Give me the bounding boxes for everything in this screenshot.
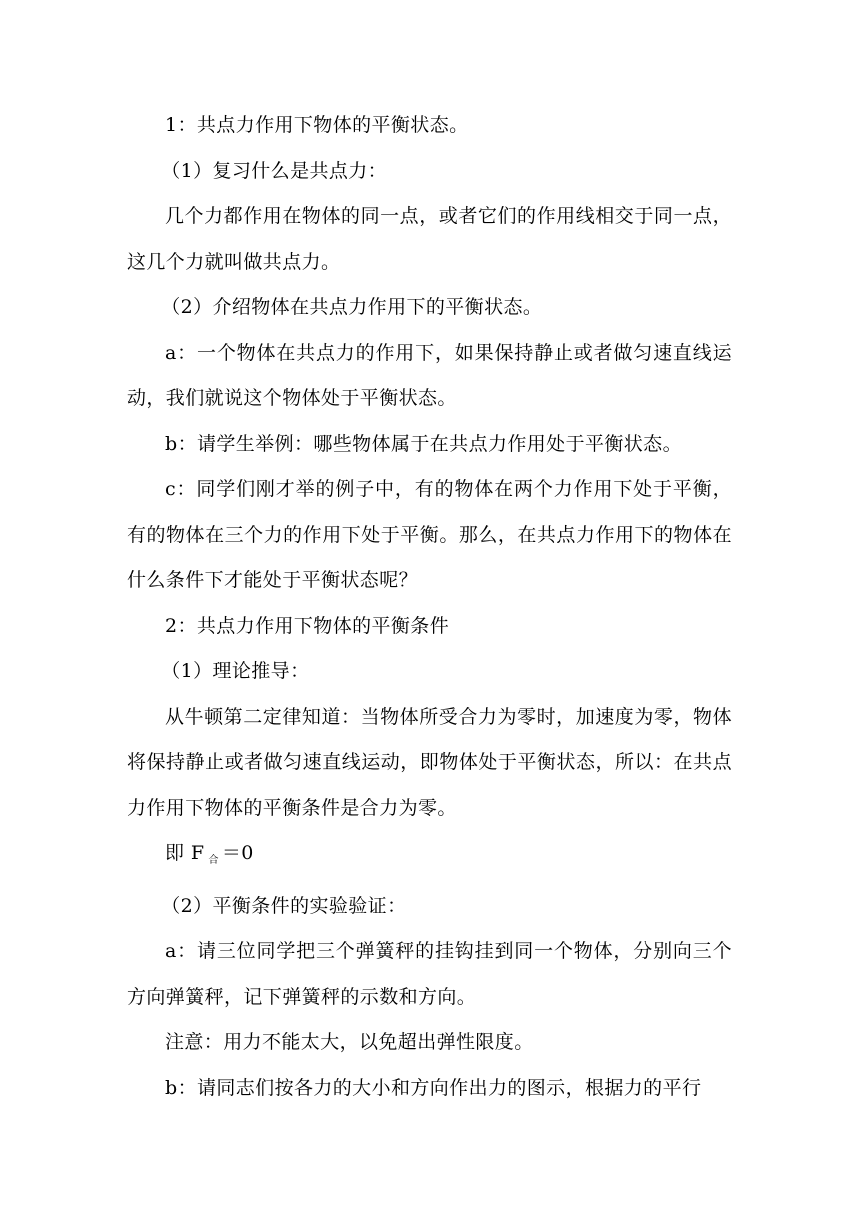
- paragraph-experiment-a: a：请三位同学把三个弹簧秤的挂钩挂到同一个物体，分别向三个方向弹簧秤，记下弹簧秤的示数和方向。: [127, 940, 732, 1008]
- formula-net-force: [127, 831, 732, 884]
- subsection-heading-experiment: （2）平衡条件的实验验证：: [161, 894, 407, 917]
- formula-suffix: ＝0: [221, 842, 254, 864]
- formula-prefix: 即 F: [165, 842, 205, 864]
- subsection-heading-equilibrium: （2）介绍物体在共点力作用下的平衡状态。: [161, 296, 543, 318]
- section-heading-1: 1：共点力作用下物体的平衡状态。: [165, 114, 469, 136]
- paragraph-note: 注意：用力不能太大，以免超出弹性限度。: [165, 1031, 534, 1053]
- subsection-heading-theory: （1）理论推导：: [161, 660, 310, 682]
- section-heading-2: 2：共点力作用下物体的平衡条件: [165, 614, 450, 637]
- paragraph-definition: 几个力都作用在物体的同一点，或者它们的作用线相交于同一点，这几个力就叫做共点力。: [127, 205, 732, 273]
- paragraph-item-a: a：一个物体在共点力的作用下，如果保持静止或者做匀速直线运动，我们就说这个物体处于平衡状态。: [127, 341, 732, 409]
- paragraph-newton: 从牛顿第二定律知道：当物体所受合力为零时，加速度为零，物体将保持静止或者做匀速直线运动，即物体处于平衡状态，所以：在共点力作用下物体的平衡条件是合力为零。: [127, 705, 732, 819]
- formula-subscript: 合: [208, 855, 219, 866]
- subsection-heading-review: （1）复习什么是共点力：: [161, 159, 388, 182]
- paragraph-experiment-b: b：请同志们按各力的大小和方向作出力的图示，根据力的平行: [165, 1076, 702, 1099]
- document-body: [127, 103, 732, 1111]
- paragraph-item-c: c：同学们刚才举的例子中，有的物体在两个力作用下处于平衡，有的物体在三个力的作用下处于平衡。那么，在共点力作用下的物体在什么条件下才能处于平衡状态呢？: [127, 478, 732, 591]
- paragraph-item-b: b：请学生举例：哪些物体属于在共点力作用处于平衡状态。: [165, 432, 682, 455]
